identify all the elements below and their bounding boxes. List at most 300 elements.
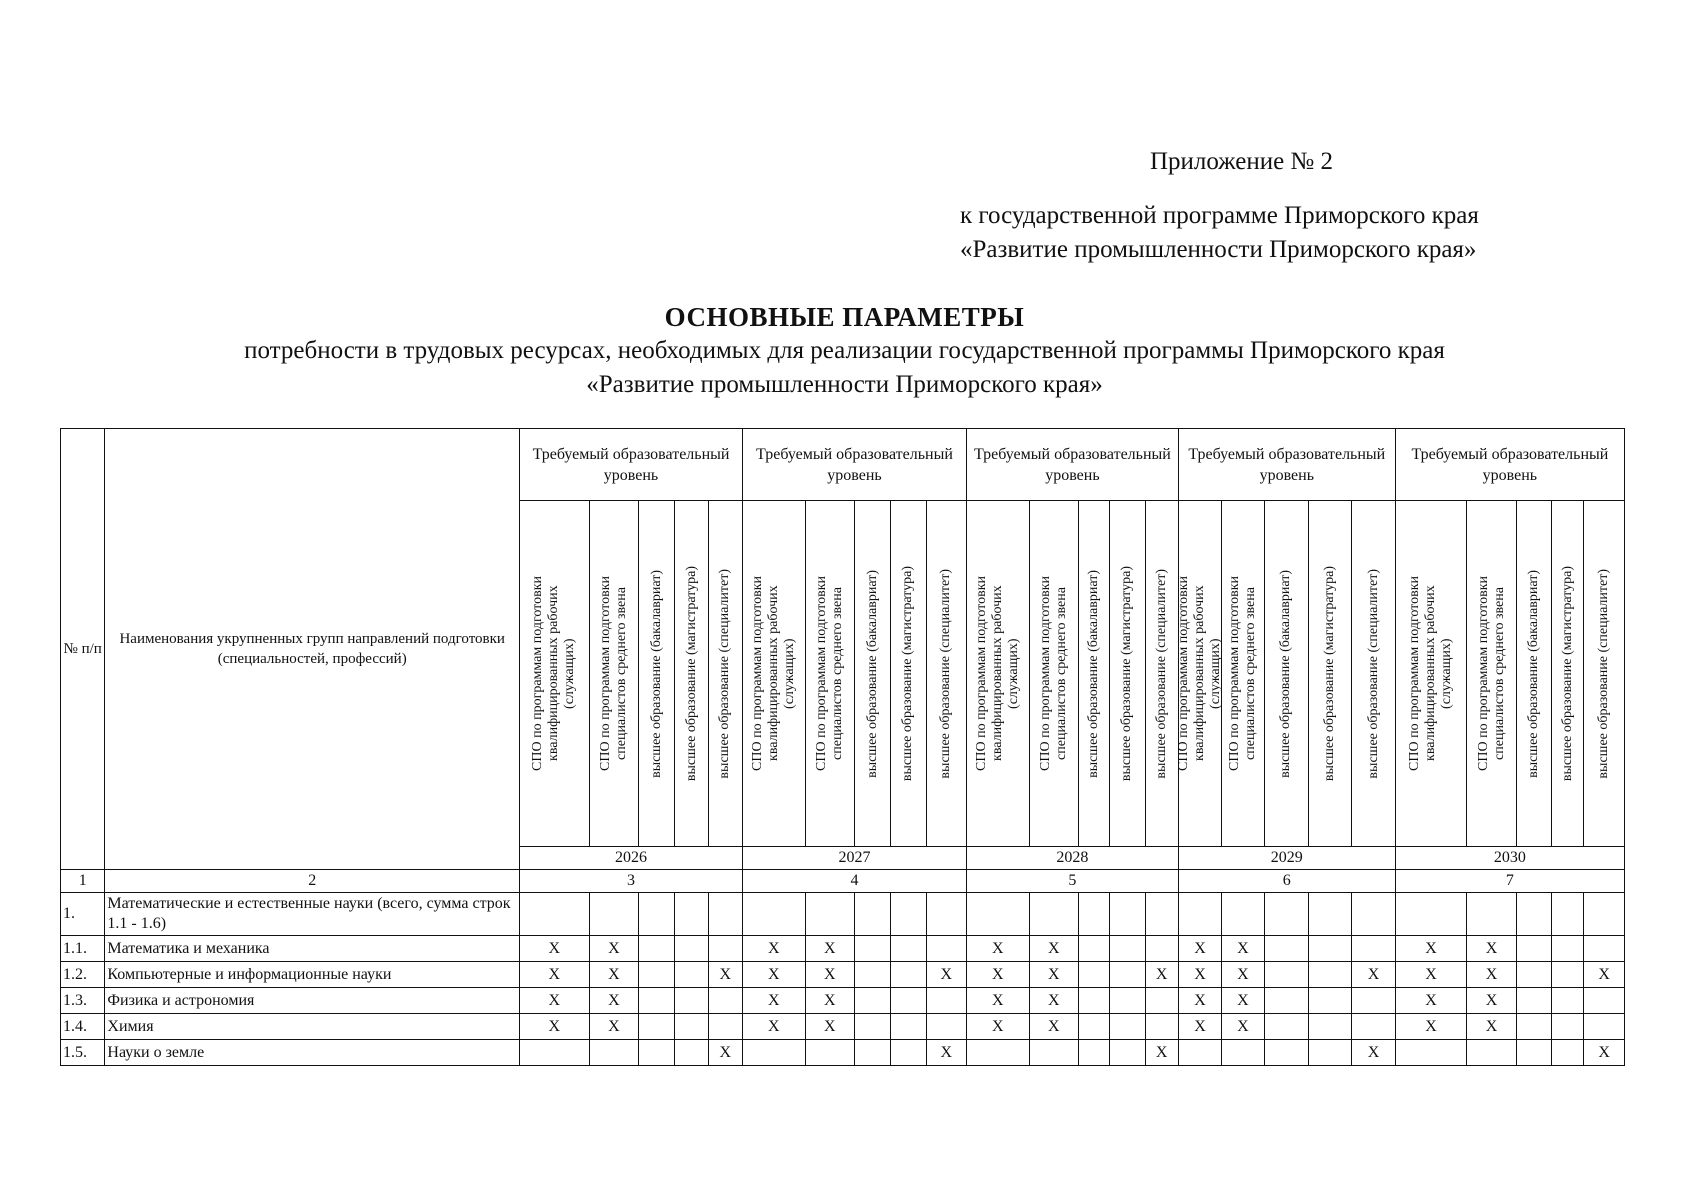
requirement-cell-2030-4 — [1552, 936, 1584, 962]
level-header-text — [865, 570, 881, 778]
level-header-line: высшее образование (специалитет) — [1153, 568, 1169, 779]
requirement-cell-2028-4 — [1110, 1040, 1145, 1066]
level-header-wrap — [639, 501, 674, 846]
table-row — [61, 962, 1625, 988]
level-header-text — [1227, 576, 1259, 771]
level-header-line: СПО по программам подготовки — [1037, 576, 1053, 771]
level-header-line: высшее образование (магистратура) — [1119, 565, 1135, 782]
requirement-cell-2030-5 — [1584, 936, 1625, 962]
level-header-line: высшее образование (бакалавриат) — [648, 569, 664, 778]
requirement-cell-2026-3 — [639, 893, 675, 936]
requirement-cell-2028-1: X — [966, 962, 1029, 988]
requirement-cell-2027-5: X — [926, 1040, 966, 1066]
row-number: 1.4. — [61, 1014, 105, 1040]
requirement-cell-2027-1: X — [743, 936, 806, 962]
row-number: 1. — [61, 893, 105, 936]
level-header-line: квалифицированных рабочих — [1423, 585, 1439, 762]
requirement-cell-2028-2: X — [1029, 936, 1078, 962]
row-number: 1.3. — [61, 988, 105, 1014]
requirement-cell-2026-1: X — [520, 988, 590, 1014]
row-number: 1.2. — [61, 962, 105, 988]
requirement-cell-2028-2: X — [1029, 1014, 1078, 1040]
requirement-cell-2029-2: X — [1222, 988, 1264, 1014]
level-header-line: СПО по программам подготовки — [749, 576, 765, 771]
requirement-cell-2030-5 — [1584, 1014, 1625, 1040]
requirement-cell-2028-5 — [1145, 936, 1178, 962]
requirement-cell-2028-1 — [966, 893, 1029, 936]
requirement-cell-2030-3 — [1516, 1040, 1551, 1066]
level-header-line: высшее образование (магистратура) — [900, 565, 916, 782]
requirement-cell-2029-1: X — [1178, 988, 1221, 1014]
requirement-cell-2029-2 — [1222, 1040, 1264, 1066]
requirement-cell-2029-4 — [1308, 1014, 1351, 1040]
requirement-cell-2027-5 — [926, 988, 966, 1014]
requirement-cell-2028-4 — [1110, 962, 1145, 988]
level-header-2028-1 — [966, 501, 1029, 847]
row-number: 1.1. — [61, 936, 105, 962]
column-number-5: 5 — [966, 870, 1178, 893]
level-header-2029-3 — [1264, 501, 1308, 847]
year-header-2030: 2030 — [1395, 847, 1624, 870]
appendix-program-line: к государственной программе Приморского края — [960, 202, 1479, 229]
requirement-cell-2027-2: X — [805, 988, 854, 1014]
requirement-cell-2027-3 — [854, 893, 890, 936]
level-header-2026-2 — [589, 501, 638, 847]
year-header-2029: 2029 — [1178, 847, 1395, 870]
requirement-cell-2026-4 — [675, 962, 708, 988]
document-title: ОСНОВНЫЕ ПАРАМЕТРЫ — [664, 302, 1025, 332]
requirement-cell-2027-5: X — [926, 962, 966, 988]
level-header-line: СПО по программам подготовки — [973, 576, 989, 771]
level-header-line: СПО по программам подготовки — [1176, 576, 1192, 771]
level-header-line: высшее образование (бакалавриат) — [1525, 569, 1541, 778]
table-row — [61, 936, 1625, 962]
appendix-block — [960, 145, 1560, 267]
level-header-text — [1560, 566, 1576, 781]
level-header-text — [900, 566, 916, 781]
requirement-cell-2030-2 — [1467, 893, 1516, 936]
level-header-wrap — [927, 501, 966, 846]
level-header-wrap — [806, 501, 854, 846]
requirement-cell-2026-1: X — [520, 936, 590, 962]
level-header-line: высшее образование (бакалавриат) — [1086, 569, 1102, 778]
requirement-cell-2028-5: X — [1145, 962, 1178, 988]
requirement-cell-2029-5 — [1352, 1014, 1395, 1040]
requirement-cell-2028-4 — [1110, 1014, 1145, 1040]
level-header-text — [1596, 569, 1612, 779]
level-header-2027-5 — [926, 501, 966, 847]
requirement-cell-2026-2: X — [589, 936, 638, 962]
requirement-cell-2026-5 — [708, 936, 742, 962]
requirement-cell-2029-2: X — [1222, 936, 1264, 962]
column-number-7: 7 — [1395, 870, 1624, 893]
requirement-cell-2029-2: X — [1222, 962, 1264, 988]
requirement-cell-2029-1 — [1178, 1040, 1221, 1066]
document-subtitle-1: потребности в трудовых ресурсах, необходимых для реализации государственной программы Приморского края — [244, 337, 1445, 364]
level-header-text — [974, 576, 1022, 771]
column-number-3: 3 — [520, 870, 743, 893]
level-header-wrap — [1265, 501, 1308, 846]
level-header-wrap — [520, 501, 589, 846]
column-number-1: 1 — [61, 870, 105, 893]
requirement-cell-2028-3 — [1078, 893, 1109, 936]
requirement-cell-2028-1: X — [966, 988, 1029, 1014]
appendix-number: Приложение № 2 — [1150, 148, 1334, 175]
level-header-line: специалистов среднего звена — [1491, 587, 1507, 760]
level-header-2028-3 — [1078, 501, 1109, 847]
requirement-cell-2030-3 — [1516, 893, 1551, 936]
level-header-2027-3 — [854, 501, 890, 847]
requirement-cell-2027-5 — [926, 936, 966, 962]
level-header-line: СПО по программам подготовки — [530, 576, 546, 771]
requirement-cell-2028-2 — [1029, 893, 1078, 936]
requirement-cell-2026-2 — [589, 893, 638, 936]
requirement-cell-2030-2: X — [1467, 962, 1516, 988]
header-level-group-2026: Требуемый образовательный уровень — [520, 429, 743, 501]
row-group-name: Математические и естественные науки (всего, сумма строк 1.1 - 1.6) — [105, 893, 520, 936]
level-header-line: (служащих) — [1208, 638, 1224, 709]
level-header-wrap — [1517, 501, 1551, 846]
requirement-cell-2028-3 — [1078, 962, 1109, 988]
level-header-line: специалистов среднего звена — [1242, 587, 1258, 760]
requirement-cell-2027-1 — [743, 893, 806, 936]
requirement-cell-2028-1 — [966, 1040, 1029, 1066]
row-group-name: Компьютерные и информационные науки — [105, 962, 520, 988]
requirement-cell-2027-2 — [805, 1040, 854, 1066]
table-row — [61, 1014, 1625, 1040]
level-header-2030-1 — [1395, 501, 1467, 847]
header-level-group-2027: Требуемый образовательный уровень — [743, 429, 967, 501]
level-header-text — [649, 570, 665, 778]
requirement-cell-2026-5 — [708, 988, 742, 1014]
level-header-2029-4 — [1308, 501, 1351, 847]
level-header-text — [717, 569, 733, 779]
requirement-cell-2026-5 — [708, 893, 742, 936]
requirement-cell-2026-3 — [639, 936, 675, 962]
requirement-cell-2030-2: X — [1467, 988, 1516, 1014]
requirement-cell-2029-4 — [1308, 988, 1351, 1014]
requirement-cell-2027-3 — [854, 988, 890, 1014]
header-level-group-2030: Требуемый образовательный уровень — [1395, 429, 1624, 501]
year-header-2028: 2028 — [966, 847, 1178, 870]
requirement-cell-2029-5: X — [1352, 962, 1395, 988]
level-header-2030-4 — [1552, 501, 1584, 847]
level-header-text — [1322, 566, 1338, 781]
requirement-cell-2029-1: X — [1178, 962, 1221, 988]
requirement-cell-2029-4 — [1308, 1040, 1351, 1066]
requirement-cell-2030-1: X — [1395, 936, 1467, 962]
requirement-cell-2030-5: X — [1584, 1040, 1625, 1066]
requirement-cell-2028-5 — [1145, 893, 1178, 936]
requirement-cell-2029-4 — [1308, 893, 1351, 936]
requirement-cell-2027-2 — [805, 893, 854, 936]
level-header-line: высшее образование (специалитет) — [717, 568, 733, 779]
level-header-wrap — [1079, 501, 1109, 846]
requirement-cell-2029-2 — [1222, 893, 1264, 936]
level-header-wrap — [743, 501, 805, 846]
level-header-wrap — [1352, 501, 1394, 846]
level-header-text — [1038, 576, 1070, 771]
level-header-wrap — [1584, 501, 1624, 846]
requirement-cell-2030-3 — [1516, 962, 1551, 988]
level-header-2026-5 — [708, 501, 742, 847]
level-header-wrap — [1110, 501, 1144, 846]
level-header-line: квалифицированных рабочих — [765, 585, 781, 762]
requirement-cell-2027-5 — [926, 893, 966, 936]
requirement-cell-2029-5 — [1352, 936, 1395, 962]
requirement-cell-2028-1: X — [966, 936, 1029, 962]
level-header-wrap — [590, 501, 638, 846]
requirement-cell-2029-3 — [1264, 962, 1308, 988]
level-header-wrap — [1176, 501, 1224, 846]
level-header-line: высшее образование (магистратура) — [1322, 565, 1338, 782]
requirement-cell-2026-4 — [675, 1040, 708, 1066]
level-header-line: высшее образование (специалитет) — [938, 568, 954, 779]
row-number: 1.5. — [61, 1040, 105, 1066]
requirement-cell-2030-1 — [1395, 893, 1467, 936]
level-header-2026-3 — [639, 501, 675, 847]
requirement-cell-2029-1 — [1178, 893, 1221, 936]
year-header-2026: 2026 — [520, 847, 743, 870]
level-header-line: СПО по программам подготовки — [1226, 576, 1242, 771]
level-header-text — [1476, 576, 1508, 771]
level-header-line: специалистов среднего звена — [829, 587, 845, 760]
level-header-wrap — [709, 501, 742, 846]
requirement-cell-2030-1: X — [1395, 962, 1467, 988]
requirement-cell-2030-4 — [1552, 962, 1584, 988]
level-header-text — [1366, 569, 1382, 779]
requirement-cell-2030-5 — [1584, 893, 1625, 936]
parameters-table — [60, 428, 1625, 1066]
requirement-cell-2028-2 — [1029, 1040, 1078, 1066]
requirement-cell-2028-2: X — [1029, 988, 1078, 1014]
level-header-text — [1086, 570, 1102, 778]
title-block — [0, 300, 1689, 402]
requirement-cell-2027-4 — [891, 893, 926, 936]
header-level-group-2029: Требуемый образовательный уровень — [1178, 429, 1395, 501]
table-row — [61, 893, 1625, 936]
level-header-text — [1119, 566, 1135, 781]
appendix-program-name: «Развитие промышленности Приморского края» — [960, 236, 1477, 263]
header-row-number: № п/п — [61, 429, 105, 870]
level-header-line: высшее образование (магистратура) — [683, 565, 699, 782]
requirement-cell-2027-4 — [891, 1040, 926, 1066]
level-header-line: высшее образование (специалитет) — [1596, 568, 1612, 779]
requirement-cell-2030-4 — [1552, 988, 1584, 1014]
requirement-cell-2030-2: X — [1467, 936, 1516, 962]
level-header-line: высшее образование (бакалавриат) — [1278, 569, 1294, 778]
requirement-cell-2026-3 — [639, 1040, 675, 1066]
requirement-cell-2027-4 — [891, 1014, 926, 1040]
requirement-cell-2030-2: X — [1467, 1014, 1516, 1040]
requirement-cell-2027-3 — [854, 1014, 890, 1040]
requirement-cell-2028-5 — [1145, 988, 1178, 1014]
level-header-2027-1 — [743, 501, 806, 847]
requirement-cell-2029-5 — [1352, 988, 1395, 1014]
requirement-cell-2030-3 — [1516, 988, 1551, 1014]
requirement-cell-2027-3 — [854, 962, 890, 988]
level-header-text — [1176, 576, 1224, 771]
header-level-group-2028: Требуемый образовательный уровень — [966, 429, 1178, 501]
level-header-line: (служащих) — [781, 638, 797, 709]
requirement-cell-2030-1: X — [1395, 1014, 1467, 1040]
level-header-text — [1278, 570, 1294, 778]
level-header-text — [1407, 576, 1455, 771]
level-header-line: квалифицированных рабочих — [989, 585, 1005, 762]
level-header-2030-3 — [1516, 501, 1551, 847]
level-header-text — [814, 576, 846, 771]
requirement-cell-2027-1: X — [743, 988, 806, 1014]
requirement-cell-2027-3 — [854, 936, 890, 962]
level-header-text — [1526, 570, 1542, 778]
level-header-wrap — [1552, 501, 1583, 846]
level-header-2027-4 — [891, 501, 926, 847]
level-header-wrap — [1146, 501, 1178, 846]
requirement-cell-2027-2: X — [805, 1014, 854, 1040]
requirement-cell-2030-4 — [1552, 893, 1584, 936]
level-header-text — [938, 569, 954, 779]
level-header-wrap — [855, 501, 890, 846]
level-header-line: СПО по программам подготовки — [1475, 576, 1491, 771]
requirement-cell-2026-5: X — [708, 962, 742, 988]
requirement-cell-2027-1: X — [743, 1014, 806, 1040]
column-numbers-row — [61, 870, 1625, 893]
level-header-line: квалифицированных рабочих — [546, 585, 562, 762]
requirement-cell-2029-5: X — [1352, 1040, 1395, 1066]
requirement-cell-2026-2: X — [589, 962, 638, 988]
requirement-cell-2028-3 — [1078, 1014, 1109, 1040]
level-header-text — [684, 566, 700, 781]
requirement-cell-2027-1 — [743, 1040, 806, 1066]
level-header-line: СПО по программам подготовки — [597, 576, 613, 771]
level-header-wrap — [1309, 501, 1351, 846]
requirement-cell-2026-3 — [639, 988, 675, 1014]
requirement-cell-2026-1 — [520, 1040, 590, 1066]
requirement-cell-2029-2: X — [1222, 1014, 1264, 1040]
requirement-cell-2027-4 — [891, 988, 926, 1014]
requirement-cell-2026-4 — [675, 988, 708, 1014]
level-header-2028-2 — [1029, 501, 1078, 847]
row-group-name: Физика и астрономия — [105, 988, 520, 1014]
row-group-name: Науки о земле — [105, 1040, 520, 1066]
level-header-2027-2 — [805, 501, 854, 847]
level-header-line: (служащих) — [562, 638, 578, 709]
requirement-cell-2026-2: X — [589, 988, 638, 1014]
column-number-2: 2 — [105, 870, 520, 893]
requirement-cell-2029-3 — [1264, 893, 1308, 936]
requirement-cell-2030-1: X — [1395, 988, 1467, 1014]
requirement-cell-2027-3 — [854, 1040, 890, 1066]
table-body — [61, 870, 1625, 1066]
table-row — [61, 988, 1625, 1014]
level-header-2029-2 — [1222, 501, 1264, 847]
level-header-line: высшее образование (магистратура) — [1559, 565, 1575, 782]
requirement-cell-2027-5 — [926, 1014, 966, 1040]
requirement-cell-2030-3 — [1516, 1014, 1551, 1040]
level-header-text — [598, 576, 630, 771]
requirement-cell-2026-2 — [589, 1040, 638, 1066]
requirement-cell-2028-2: X — [1029, 962, 1078, 988]
requirement-cell-2026-4 — [675, 936, 708, 962]
requirement-cell-2029-3 — [1264, 1040, 1308, 1066]
requirement-cell-2030-5 — [1584, 988, 1625, 1014]
level-header-line: высшее образование (бакалавриат) — [864, 569, 880, 778]
level-header-2029-5 — [1352, 501, 1395, 847]
level-header-2030-5 — [1584, 501, 1625, 847]
level-header-line: специалистов среднего звена — [1053, 587, 1069, 760]
level-header-wrap — [1030, 501, 1078, 846]
requirement-cell-2026-5: X — [708, 1040, 742, 1066]
level-header-wrap — [967, 501, 1029, 846]
requirement-cell-2029-3 — [1264, 988, 1308, 1014]
requirement-cell-2026-1 — [520, 893, 590, 936]
level-header-line: высшее образование (специалитет) — [1365, 568, 1381, 779]
requirement-cell-2028-3 — [1078, 936, 1109, 962]
requirement-cell-2027-1: X — [743, 962, 806, 988]
column-number-6: 6 — [1178, 870, 1395, 893]
requirement-cell-2030-1 — [1395, 1040, 1467, 1066]
level-header-line: специалистов среднего звена — [613, 587, 629, 760]
header-group-name: Наименования укрупненных групп направлений подготовки (специальностей, профессий) — [105, 429, 520, 870]
requirement-cell-2026-1: X — [520, 962, 590, 988]
level-header-text — [1154, 569, 1170, 779]
requirement-cell-2030-5: X — [1584, 962, 1625, 988]
requirement-cell-2026-5 — [708, 1014, 742, 1040]
requirement-cell-2026-1: X — [520, 1014, 590, 1040]
column-number-4: 4 — [743, 870, 967, 893]
level-header-wrap — [1222, 501, 1263, 846]
document-subtitle-2: «Развитие промышленности Приморского края» — [586, 371, 1103, 398]
requirement-cell-2029-1: X — [1178, 1014, 1221, 1040]
requirement-cell-2029-4 — [1308, 962, 1351, 988]
row-group-name: Химия — [105, 1014, 520, 1040]
requirement-cell-2027-4 — [891, 936, 926, 962]
level-header-2026-1 — [520, 501, 590, 847]
requirement-cell-2026-2: X — [589, 1014, 638, 1040]
requirement-cell-2028-5 — [1145, 1014, 1178, 1040]
level-header-2029-1 — [1176, 501, 1224, 847]
level-header-2028-5 — [1145, 501, 1178, 847]
level-header-line: квалифицированных рабочих — [1192, 585, 1208, 762]
level-header-text — [750, 576, 798, 771]
requirement-cell-2028-1: X — [966, 1014, 1029, 1040]
level-header-line: СПО по программам подготовки — [813, 576, 829, 771]
level-header-text — [530, 576, 578, 771]
level-header-wrap — [1396, 501, 1467, 846]
requirement-cell-2029-1: X — [1178, 936, 1221, 962]
level-header-wrap — [1467, 501, 1515, 846]
table-row — [61, 1040, 1625, 1066]
requirement-cell-2028-3 — [1078, 1040, 1109, 1066]
requirement-cell-2026-3 — [639, 962, 675, 988]
requirement-cell-2027-2: X — [805, 936, 854, 962]
level-header-2026-4 — [675, 501, 708, 847]
requirement-cell-2026-3 — [639, 1014, 675, 1040]
level-header-wrap — [675, 501, 707, 846]
requirement-cell-2028-3 — [1078, 988, 1109, 1014]
level-header-wrap — [891, 501, 925, 846]
requirement-cell-2028-5: X — [1145, 1040, 1178, 1066]
requirement-cell-2026-4 — [675, 1014, 708, 1040]
level-header-line: (служащих) — [1005, 638, 1021, 709]
requirement-cell-2028-4 — [1110, 893, 1145, 936]
row-group-name: Математика и механика — [105, 936, 520, 962]
requirement-cell-2029-3 — [1264, 1014, 1308, 1040]
requirement-cell-2030-3 — [1516, 936, 1551, 962]
level-header-line: СПО по программам подготовки — [1407, 576, 1423, 771]
requirement-cell-2029-3 — [1264, 936, 1308, 962]
requirement-cell-2029-5 — [1352, 893, 1395, 936]
